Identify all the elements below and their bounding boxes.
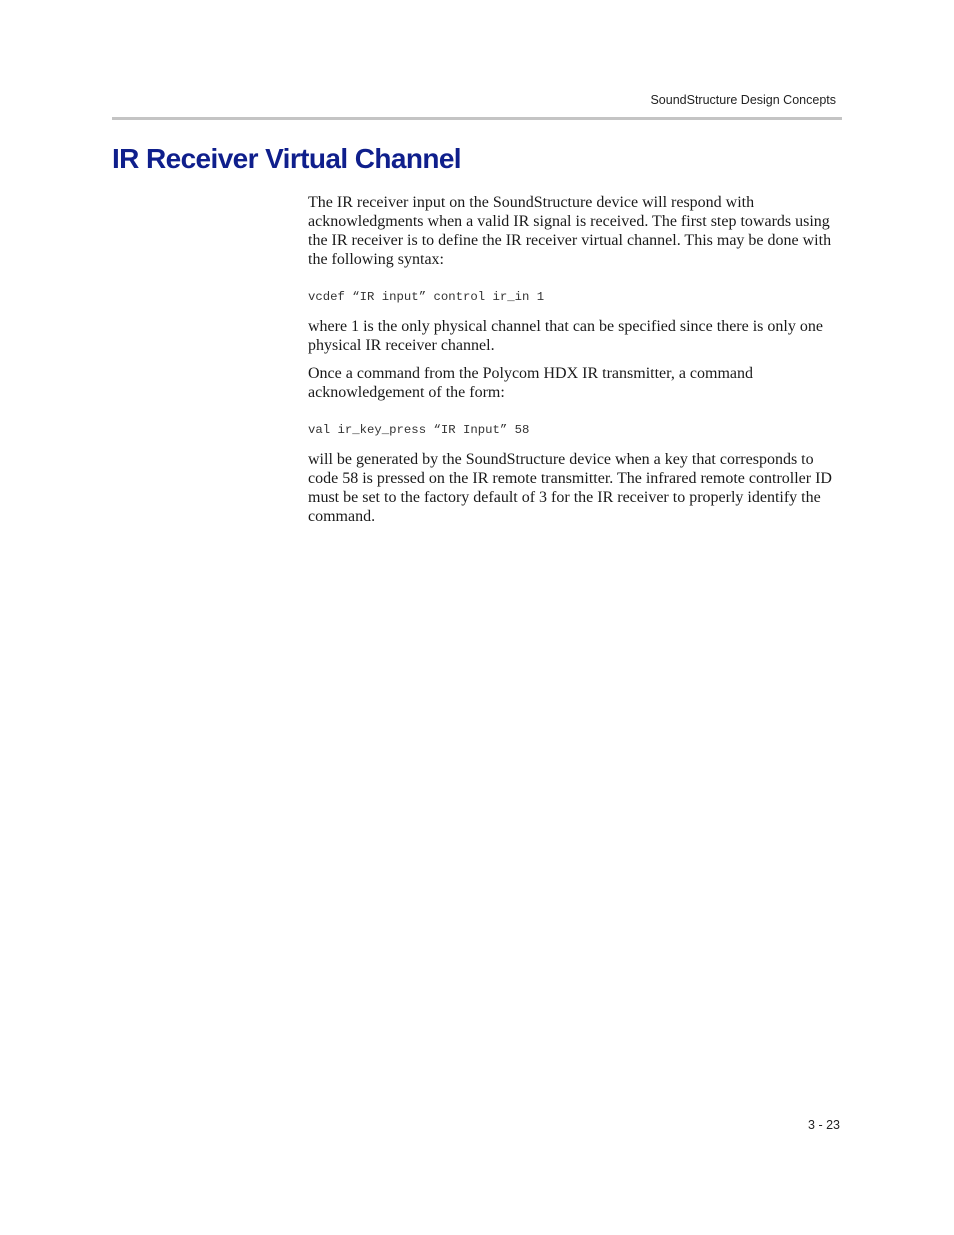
code-example-val: val ir_key_press “IR Input” 58 xyxy=(308,423,530,437)
section-title: IR Receiver Virtual Channel xyxy=(112,143,461,174)
result-paragraph: will be generated by the SoundStructure device when a key that corresponds to code 58 is pressed on the IR remote transmitter. The infrared remote controller ID must be set to the factory default of 3 for the IR receiver to properly identify the command. xyxy=(308,451,832,525)
channel-note-paragraph: where 1 is the only physical channel that can be specified since there is only one physical IR receiver channel. xyxy=(308,318,823,354)
header-rule xyxy=(112,117,842,120)
code-example-vcdef: vcdef “IR input” control ir_in 1 xyxy=(308,290,545,304)
intro-paragraph: The IR receiver input on the SoundStructure device will respond with acknowledgments when a valid IR signal is received. The first step towards using the IR receiver is to define the IR receiver virtual channel. This may be done with the following syntax: xyxy=(308,194,832,268)
acknowledgement-paragraph: Once a command from the Polycom HDX IR transmitter, a command acknowledgement of the form: xyxy=(308,365,754,401)
running-header: SoundStructure Design Concepts xyxy=(650,93,836,107)
body-column xyxy=(308,193,843,526)
page-number: 3 - 23 xyxy=(808,1118,840,1132)
